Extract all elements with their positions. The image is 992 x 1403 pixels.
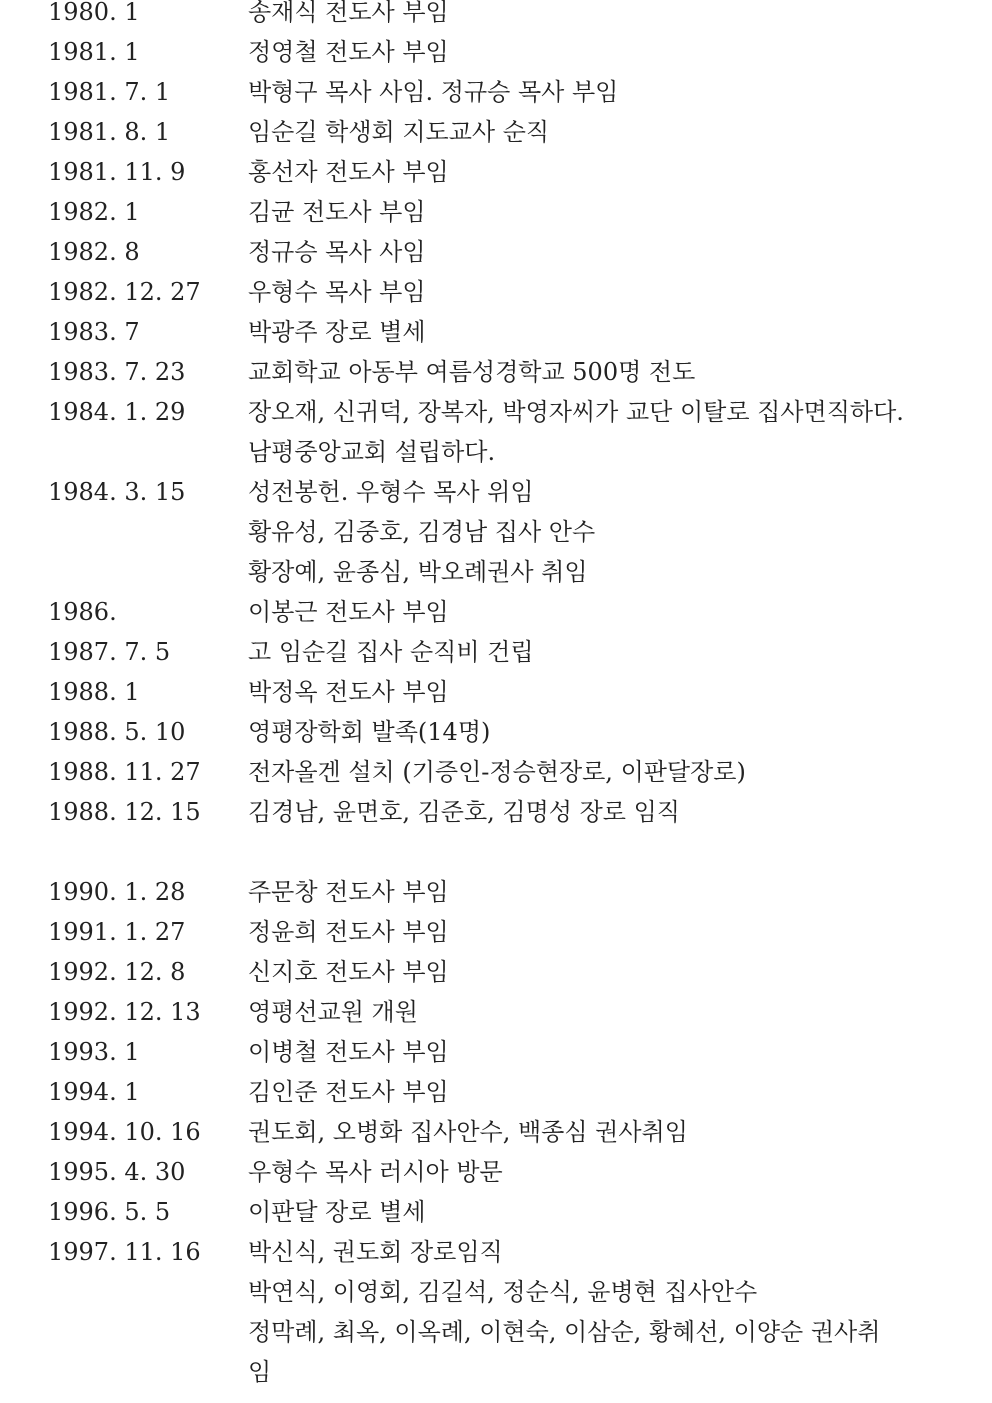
entry-date: 1983. 7 [48, 318, 140, 346]
entry-description: 김경남, 윤면호, 김준호, 김명성 장로 임직 [248, 798, 680, 826]
entry-description: 송재식 전도사 부임 [248, 0, 449, 26]
entry-description: 김인준 전도사 부임 [248, 1078, 449, 1106]
entry-description: 김균 전도사 부임 [248, 198, 426, 226]
entry-description: 권도회, 오병화 집사안수, 백종심 권사취임 [248, 1118, 688, 1146]
entry-date: 1988. 11. 27 [48, 758, 201, 786]
entry-date: 1995. 4. 30 [48, 1158, 186, 1186]
timeline-entry [0, 632, 992, 672]
timeline-entry [0, 272, 992, 312]
timeline-entry [0, 472, 992, 512]
entry-description: 임순길 학생회 지도교사 순직 [248, 118, 550, 146]
timeline-entry [0, 832, 992, 872]
timeline-entry [0, 672, 992, 712]
timeline-entry-continuation [0, 1312, 992, 1352]
entry-date: 1993. 1 [48, 1038, 140, 1066]
entry-date: 1991. 1. 27 [48, 918, 186, 946]
entry-date: 1992. 12. 13 [48, 998, 201, 1026]
entry-date: 1997. 11. 16 [48, 1238, 201, 1266]
entry-description: 이봉근 전도사 부임 [248, 598, 449, 626]
entry-description: 박정옥 전도사 부임 [248, 678, 449, 706]
entry-description: 홍선자 전도사 부임 [248, 158, 449, 186]
entry-date: 1982. 1 [48, 198, 140, 226]
entry-date: 1982. 12. 27 [48, 278, 201, 306]
timeline-entry [0, 32, 992, 72]
timeline-entry [0, 792, 992, 832]
timeline-entry [0, 1032, 992, 1072]
timeline-entry [0, 0, 992, 32]
entry-date: 1984. 1. 29 [48, 398, 186, 426]
timeline-entry [0, 392, 992, 432]
entry-date: 1986. [48, 598, 117, 626]
entry-description: 성전봉헌. 우형수 목사 위임 [248, 478, 534, 506]
timeline-entry-continuation [0, 552, 992, 592]
timeline-entry [0, 752, 992, 792]
timeline-entry [0, 1112, 992, 1152]
entry-date: 1982. 8 [48, 238, 140, 266]
timeline-entry-continuation [0, 1272, 992, 1312]
entry-date: 1994. 1 [48, 1078, 140, 1106]
entry-description: 교회학교 아동부 여름성경학교 500명 전도 [248, 358, 696, 386]
entry-date: 1996. 5. 5 [48, 1198, 171, 1226]
timeline-entry [0, 192, 992, 232]
entry-description: 정영철 전도사 부임 [248, 38, 449, 66]
timeline-entry [0, 1152, 992, 1192]
timeline-entry [0, 352, 992, 392]
timeline-entry [0, 152, 992, 192]
timeline-entry [0, 592, 992, 632]
entry-description: 정막례, 최옥, 이옥례, 이현숙, 이삼순, 황혜선, 이양순 권사취 [248, 1318, 881, 1346]
timeline-entry [0, 72, 992, 112]
entry-description: 장오재, 신귀덕, 장복자, 박영자씨가 교단 이탈로 집사면직하다. [248, 398, 904, 426]
entry-description: 황장예, 윤종심, 박오례권사 취임 [248, 558, 588, 586]
entry-date: 1990. 1. 28 [48, 878, 186, 906]
timeline-entry [0, 1232, 992, 1272]
entry-description: 박형구 목사 사임. 정규승 목사 부임 [248, 78, 619, 106]
timeline-entry [0, 712, 992, 752]
entry-description: 정규승 목사 사임 [248, 238, 426, 266]
entry-date: 1984. 3. 15 [48, 478, 186, 506]
timeline-entry [0, 232, 992, 272]
timeline-entry [0, 952, 992, 992]
timeline-entry [0, 312, 992, 352]
entry-description: 영평선교원 개원 [248, 998, 418, 1026]
entry-description: 황유성, 김중호, 김경남 집사 안수 [248, 518, 596, 546]
entry-date: 1981. 7. 1 [48, 78, 171, 106]
entry-date: 1987. 7. 5 [48, 638, 171, 666]
entry-description: 박연식, 이영회, 김길석, 정순식, 윤병현 집사안수 [248, 1278, 758, 1306]
entry-description: 이병철 전도사 부임 [248, 1038, 449, 1066]
entry-description: 정윤희 전도사 부임 [248, 918, 449, 946]
entry-date: 1983. 7. 23 [48, 358, 186, 386]
entry-date: 1988. 12. 15 [48, 798, 201, 826]
entry-date: 1992. 12. 8 [48, 958, 186, 986]
entry-date: 1981. 1 [48, 38, 140, 66]
entry-date: 1981. 8. 1 [48, 118, 171, 146]
entry-description: 남평중앙교회 설립하다. [248, 438, 496, 466]
timeline-entry-continuation [0, 1352, 992, 1392]
entry-description: 박신식, 권도회 장로임직 [248, 1238, 503, 1266]
entry-description: 박광주 장로 별세 [248, 318, 426, 346]
entry-description: 임 [248, 1358, 272, 1386]
entry-description: 전자올겐 설치 (기증인-정승현장로, 이판달장로) [248, 758, 746, 786]
entry-description: 신지호 전도사 부임 [248, 958, 449, 986]
timeline-entry [0, 912, 992, 952]
timeline-entry [0, 112, 992, 152]
entry-date: 1994. 10. 16 [48, 1118, 201, 1146]
timeline-entry [0, 992, 992, 1032]
timeline-entry [0, 1192, 992, 1232]
timeline-entry [0, 872, 992, 912]
entry-date: 1988. 5. 10 [48, 718, 186, 746]
entry-description: 영평장학회 발족(14명) [248, 718, 491, 746]
entry-description: 우형수 목사 러시아 방문 [248, 1158, 503, 1186]
timeline-entry [0, 1072, 992, 1112]
entry-date: 1981. 11. 9 [48, 158, 186, 186]
timeline-entry-continuation [0, 432, 992, 472]
timeline-entry-continuation [0, 512, 992, 552]
entry-description: 우형수 목사 부임 [248, 278, 426, 306]
entry-date: 1980. 1 [48, 0, 140, 26]
entry-description: 고 임순길 집사 순직비 건립 [248, 638, 534, 666]
entry-description: 이판달 장로 별세 [248, 1198, 426, 1226]
entry-date: 1988. 1 [48, 678, 140, 706]
entry-description: 주문창 전도사 부임 [248, 878, 449, 906]
